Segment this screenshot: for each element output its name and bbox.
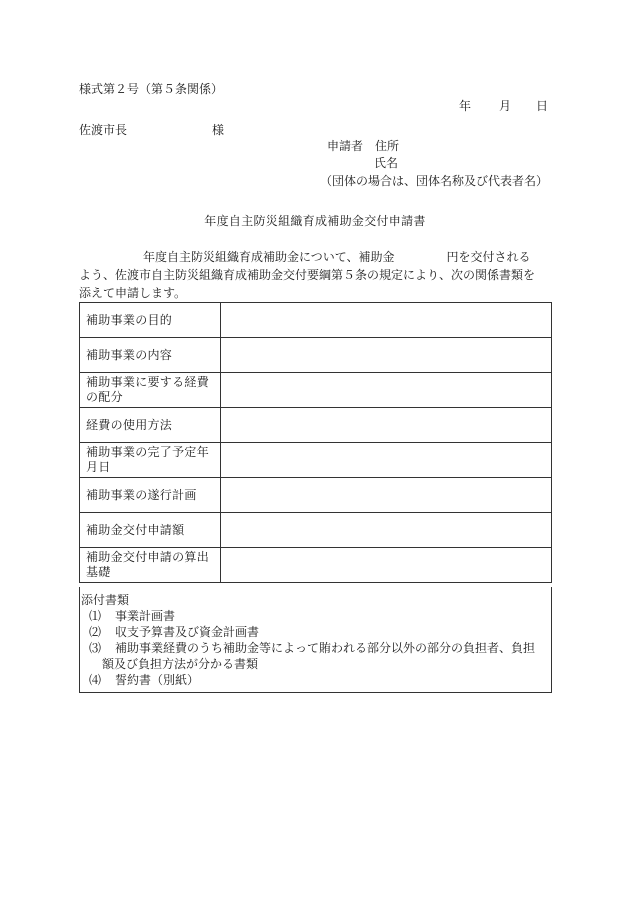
attachment-item: ⑴ 事業計画書 [89, 609, 176, 623]
row-value[interactable] [221, 373, 552, 408]
date-year: 年 [459, 99, 472, 113]
table-row [80, 548, 552, 583]
table-row [80, 443, 552, 478]
row-label: 補助事業の内容 [80, 338, 221, 373]
body-line-1 [79, 249, 551, 265]
row-value[interactable] [221, 338, 552, 373]
date-line [459, 98, 548, 114]
row-label: 経費の使用方法 [80, 408, 221, 443]
table-row [80, 478, 552, 513]
addressee-honorific: 様 [212, 123, 225, 137]
table-row [80, 338, 552, 373]
row-value[interactable] [221, 548, 552, 583]
row-value[interactable] [221, 443, 552, 478]
date-month: 月 [499, 99, 512, 113]
row-value[interactable] [221, 303, 552, 338]
addressee-name: 佐渡市長 [79, 123, 128, 137]
applicant-name-label: 氏名 [374, 156, 399, 170]
attachment-item: ⑵ 収支予算書及び資金計画書 [89, 625, 260, 639]
document-title: 年度自主防災組織育成補助金交付申請書 [204, 214, 426, 228]
applicant-group-note: （団体の場合は、団体名称及び代表者名） [320, 174, 549, 188]
application-table [79, 302, 552, 583]
row-label: 補助事業に要する経費の配分 [80, 373, 221, 408]
row-value[interactable] [221, 478, 552, 513]
attachments-heading: 添付書類 [81, 593, 130, 607]
row-value[interactable] [221, 513, 552, 548]
form-number: 様式第２号（第５条関係） [79, 82, 224, 96]
row-label: 補助事業の遂行計画 [80, 478, 221, 513]
body-line-3: 添えて申請します。 [79, 286, 187, 300]
body-text-1b: 円を交付される [446, 250, 531, 264]
table-row [80, 513, 552, 548]
table-row [80, 408, 552, 443]
attachments-box [79, 587, 552, 693]
row-label: 補助事業の目的 [80, 303, 221, 338]
row-value[interactable] [221, 408, 552, 443]
body-text-1a: 年度自主防災組織育成補助金について、補助金 [143, 250, 395, 264]
applicant-address-label: 申請者 住所 [327, 139, 400, 153]
row-label: 補助事業の完了予定年月日 [80, 443, 221, 478]
attachment-item: ⑷ 誓約書（別紙） [89, 673, 200, 687]
table-row [80, 303, 552, 338]
addressee [79, 122, 225, 138]
row-label: 補助金交付申請の算出基礎 [80, 548, 221, 583]
attachment-item: ⑶ 補助事業経費のうち補助金等によって賄われる部分以外の部分の負担者、負担 [89, 641, 536, 655]
date-day: 日 [536, 99, 549, 113]
row-label: 補助金交付申請額 [80, 513, 221, 548]
attachment-item-continuation: 額及び負担方法が分かる書類 [102, 657, 259, 671]
body-line-2: よう、佐渡市自主防災組織育成補助金交付要綱第５条の規定により、次の関係書類を [79, 268, 536, 282]
table-row [80, 373, 552, 408]
